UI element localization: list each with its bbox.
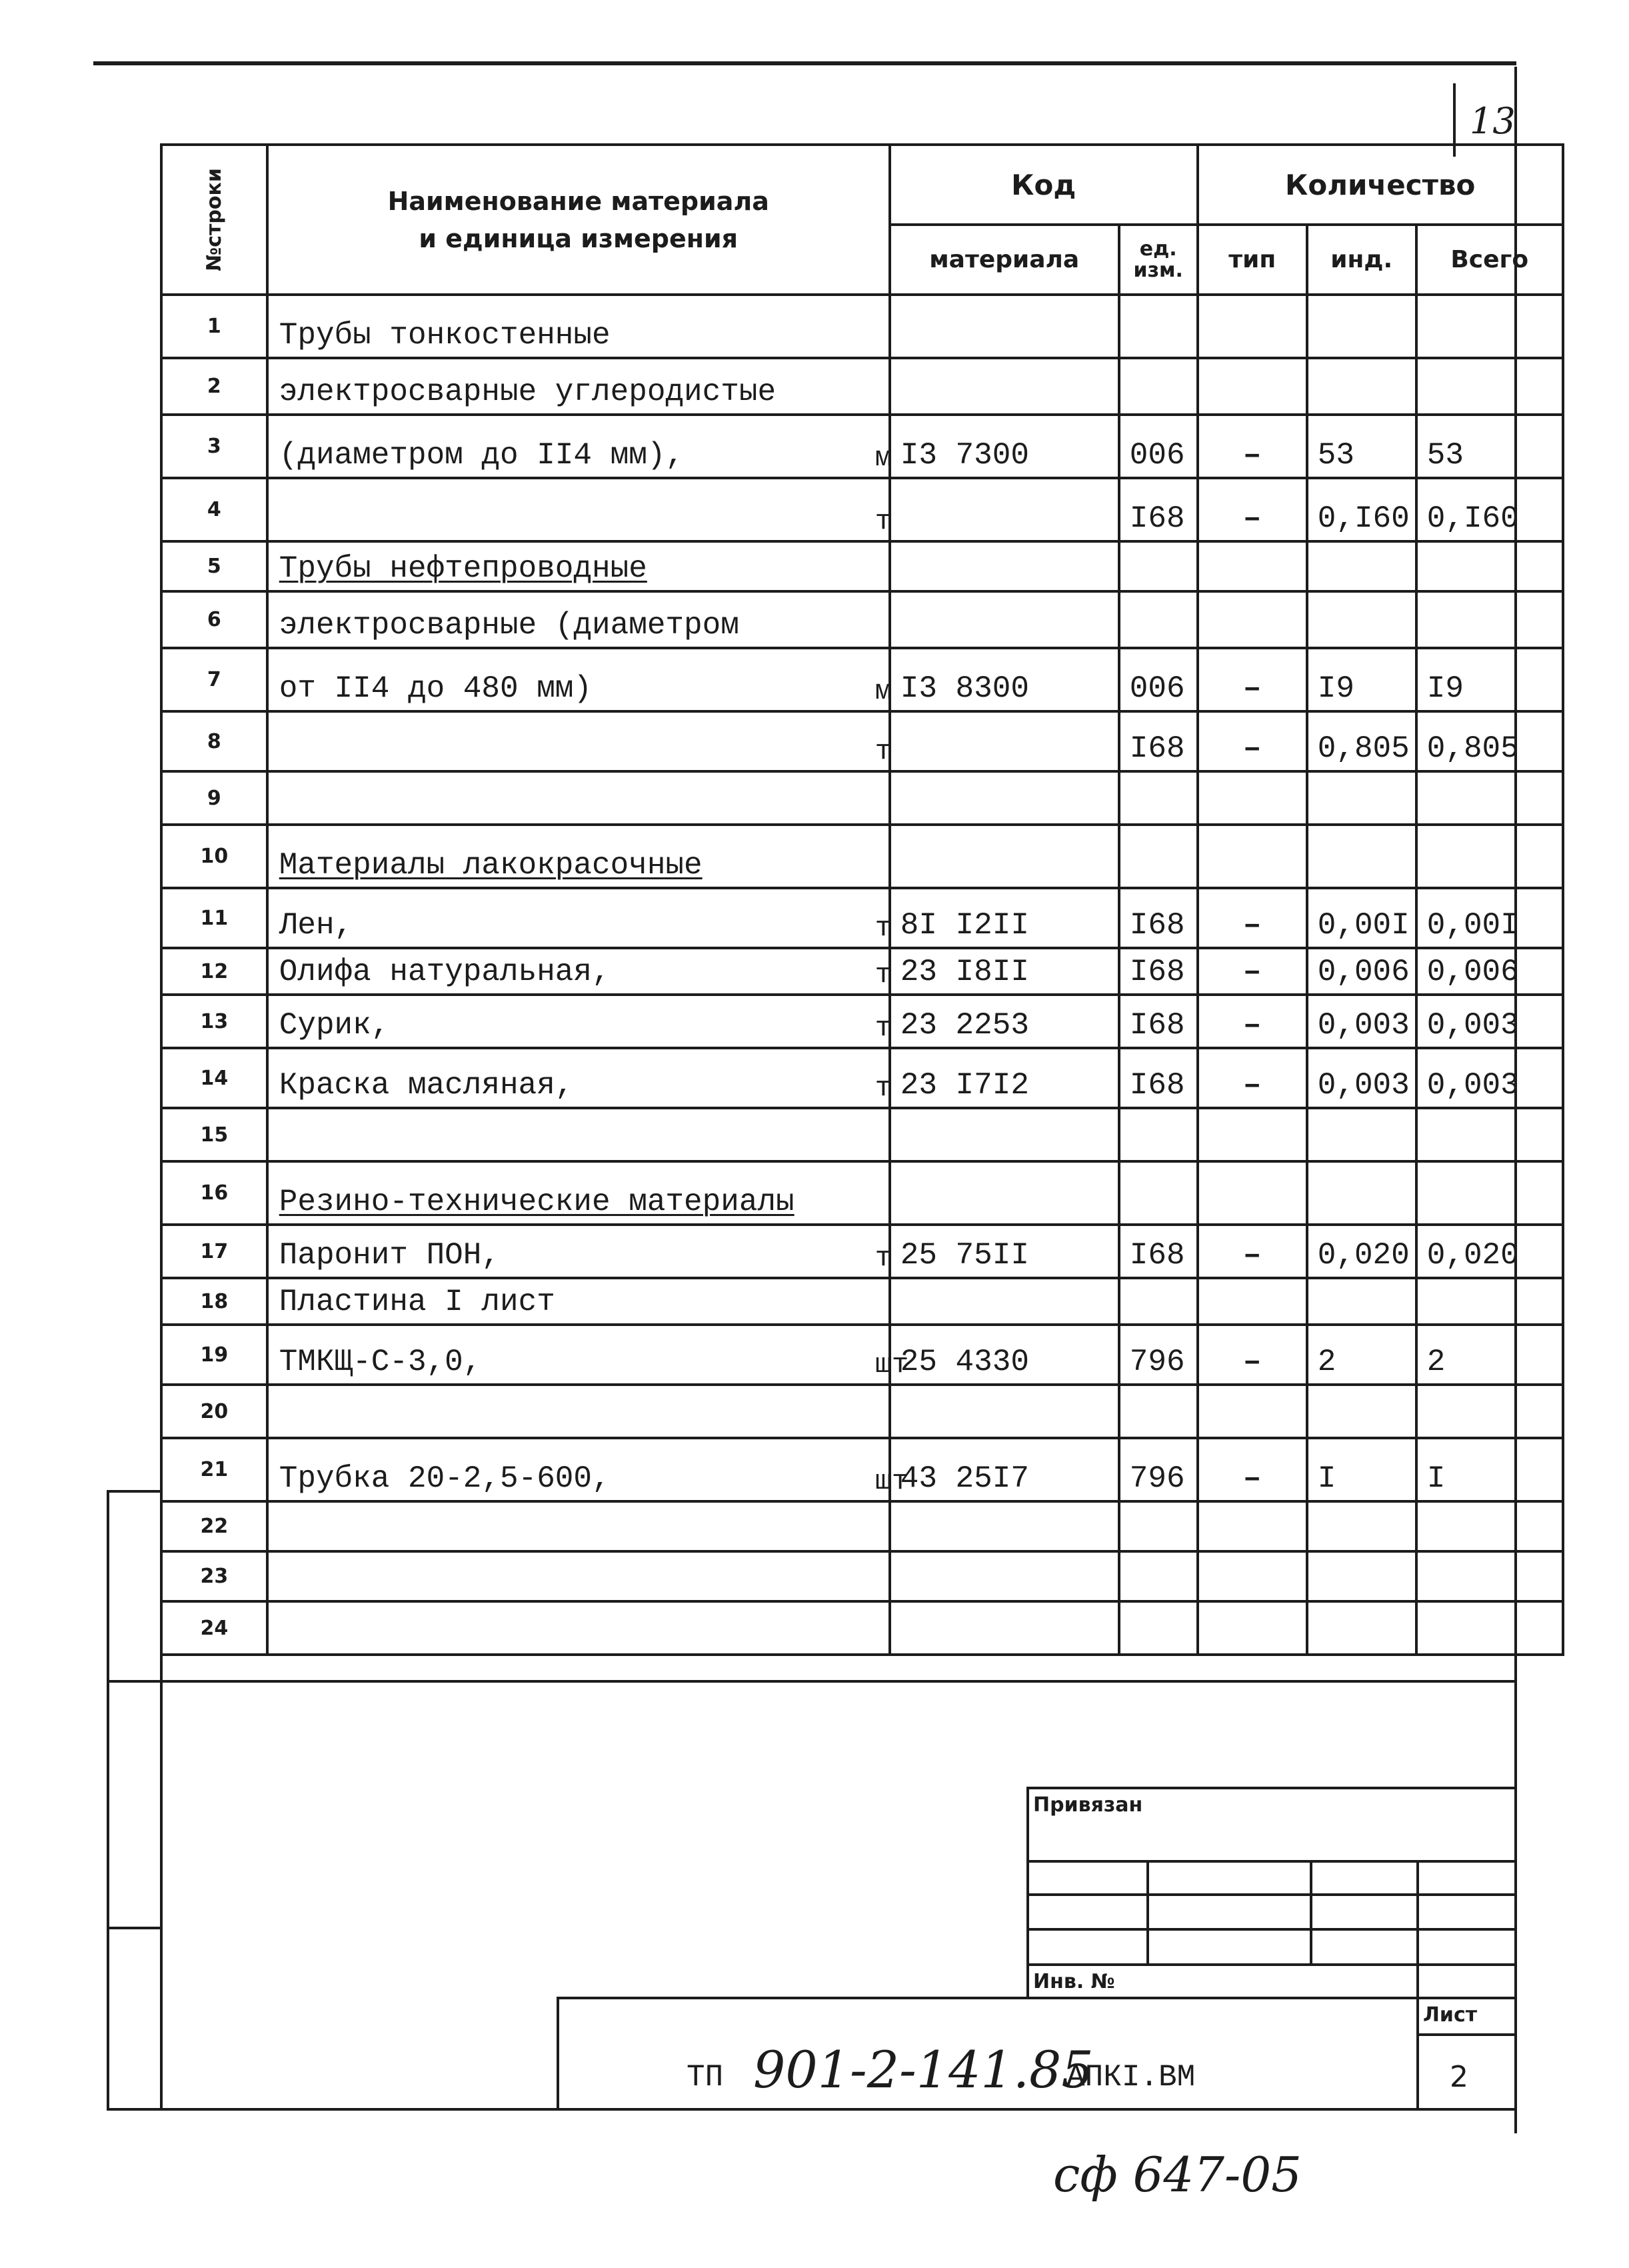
table-row [161,771,1563,825]
archive-number: сф 647-05 [1053,2147,1302,2203]
type-quantity [1198,358,1307,415]
title-block-top [557,1997,1516,1999]
stamp-vline-1 [1146,1860,1149,1963]
quantity-group-header: Количество [1198,145,1563,225]
title-block-bottom [107,2108,1516,2111]
table-row [161,1225,1563,1278]
unit-of-measure: т [874,1242,892,1274]
type-quantity [1198,1278,1307,1325]
row-number: 5 [161,541,267,591]
table-row [161,478,1563,541]
unit-code [1119,541,1198,591]
material-code: 23 2253 [890,995,1119,1048]
table-bottom-extension [160,1680,1516,1683]
unit-of-measure: т [874,735,892,767]
title-block-left [557,1997,559,2110]
material-name: Лен, [279,908,353,943]
material-name-cell [267,1225,890,1278]
material-code: 23 I8II [890,948,1119,995]
material-name: Краска масляная, [279,1068,574,1103]
material-name: электросварные (диаметром [279,608,739,643]
individual-quantity [1307,358,1416,415]
stamp-left [1026,1787,1029,1999]
material-name: Сурик, [279,1008,390,1043]
material-name: Олифа натуральная, [279,955,611,989]
material-code: 25 4330 [890,1325,1119,1385]
total-quantity: 0,805 [1416,711,1563,771]
table-row [161,825,1563,888]
material-code [890,1601,1119,1655]
type-quantity: – [1198,888,1307,948]
unit-code: 796 [1119,1325,1198,1385]
material-code-header: материала [890,225,1119,295]
unit-code [1119,1161,1198,1225]
material-code: I3 7300 [890,415,1119,478]
individual-quantity [1307,591,1416,648]
unit-code [1119,771,1198,825]
individual-quantity: 0,006 [1307,948,1416,995]
unit-of-measure: м [874,442,892,474]
material-name-cell [267,295,890,358]
total-quantity [1416,1108,1563,1161]
unit-code [1119,1501,1198,1551]
material-name-cell [267,1325,909,1385]
row-number: 9 [161,771,267,825]
code-group-header: Код [890,145,1198,225]
total-quantity [1416,1551,1563,1601]
type-quantity: – [1198,478,1307,541]
material-name-cell [267,771,890,825]
material-name: электросварные углеродистые [279,375,777,409]
material-name: Трубка 20-2,5-600, [279,1461,611,1496]
table-row [161,711,1563,771]
material-name: от II4 до 480 мм) [279,671,593,706]
unit-of-measure: шт [874,1465,909,1497]
individual-quantity: 0,805 [1307,711,1416,771]
table-row [161,295,1563,358]
row-number: 14 [161,1048,267,1108]
document-prefix: ТП [687,2060,724,2095]
material-code [890,825,1119,888]
total-quantity: I [1416,1438,1563,1501]
type-quantity: – [1198,1438,1307,1501]
table-row [161,1108,1563,1161]
sheet-number-value: 2 [1450,2060,1468,2094]
total-quantity [1416,771,1563,825]
row-number: 8 [161,711,267,771]
unit-code [1119,1601,1198,1655]
material-name-cell [267,478,890,541]
unit-code [1119,1385,1198,1438]
table-row [161,415,1563,478]
unit-code: 006 [1119,415,1198,478]
left-margin-mark-3 [107,1927,163,1929]
material-code [890,1278,1119,1325]
individual-quantity [1307,1161,1416,1225]
unit-of-measure: т [874,1012,892,1044]
individual-quantity [1307,771,1416,825]
table-row [161,1601,1563,1655]
material-name: Материалы лакокрасочные [279,848,703,883]
unit-code [1119,825,1198,888]
material-code [890,1161,1119,1225]
unit-code: I68 [1119,888,1198,948]
individual-quantity [1307,825,1416,888]
row-number: 20 [161,1385,267,1438]
type-quantity [1198,1108,1307,1161]
stamp-vline-2 [1310,1860,1312,1963]
type-quantity: – [1198,948,1307,995]
table-row [161,1438,1563,1501]
left-frame-line [107,1490,109,2110]
row-number: 24 [161,1601,267,1655]
material-name-cell [267,888,890,948]
row-number: 12 [161,948,267,995]
material-code [890,1551,1119,1601]
material-name: Трубы тонкостенные [279,318,611,353]
individual-quantity [1307,1108,1416,1161]
total-quantity: 0,020 [1416,1225,1563,1278]
unit-of-measure: т [874,959,892,991]
row-number: 23 [161,1551,267,1601]
table-row [161,1325,1563,1385]
material-name-cell [267,1601,890,1655]
type-quantity: – [1198,1048,1307,1108]
material-code: 43 25I7 [890,1438,1119,1501]
row-number: 11 [161,888,267,948]
type-quantity [1198,295,1307,358]
material-name-cell [267,1161,890,1225]
unit-of-measure: т [874,1072,892,1104]
material-name-cell [267,1551,890,1601]
row-number: 4 [161,478,267,541]
material-code: I3 8300 [890,648,1119,711]
material-name-cell [267,1438,909,1501]
material-code [890,1501,1119,1551]
row-number: 10 [161,825,267,888]
material-name: Трубы нефтепроводные [279,551,647,586]
unit-code [1119,1551,1198,1601]
table-header [161,145,1563,295]
material-name-cell [267,1278,890,1325]
type-quantity [1198,825,1307,888]
material-code [890,711,1119,771]
material-name-cell [267,1385,890,1438]
material-code [890,478,1119,541]
material-table [160,143,1564,1656]
material-code: 23 I7I2 [890,1048,1119,1108]
table-row [161,948,1563,995]
material-name-cell [267,995,890,1048]
table-body [161,295,1563,1655]
type-quantity [1198,541,1307,591]
unit-code [1119,358,1198,415]
material-name-cell [267,648,890,711]
individual-quantity [1307,541,1416,591]
stamp-vline-3 [1416,1860,1419,2110]
sheet-number: 13 [1470,100,1516,142]
material-name-cell [267,1108,890,1161]
row-number: 17 [161,1225,267,1278]
inner-left-frame [160,1653,163,2110]
row-number: 16 [161,1161,267,1225]
unit-code: I68 [1119,1225,1198,1278]
type-quantity [1198,771,1307,825]
material-name: Пластина I лист [279,1285,555,1319]
stamp-line-4 [1026,1963,1516,1966]
individual-quantity [1307,1278,1416,1325]
type-quantity [1198,591,1307,648]
unit-code-header: ед. изм. [1119,225,1198,295]
document-code: 901-2-141.85 [753,2040,1094,2099]
sheet-cell-line [1416,2033,1516,2036]
stamp-line-3 [1026,1928,1516,1931]
total-quantity [1416,1278,1563,1325]
individual-quantity: 0,00I [1307,888,1416,948]
material-name-cell [267,711,890,771]
total-quantity: 2 [1416,1325,1563,1385]
material-name: Паронит ПОН, [279,1238,500,1273]
table-row [161,1161,1563,1225]
unit-code [1119,295,1198,358]
total-quantity: 0,006 [1416,948,1563,995]
material-code [890,1108,1119,1161]
individual-quantity: 0,003 [1307,1048,1416,1108]
material-name: (диаметром до II4 мм), [279,438,685,473]
type-quantity: – [1198,711,1307,771]
individual-quantity [1307,295,1416,358]
material-name: Резино-технические материалы [279,1185,795,1219]
table-row [161,648,1563,711]
total-quantity [1416,1161,1563,1225]
inventory-number-label: Инв. № [1033,1970,1115,1993]
row-number-header: №строки [161,145,267,295]
row-number: 19 [161,1325,267,1385]
unit-of-measure: м [874,675,892,707]
table-row [161,541,1563,591]
unit-code: I68 [1119,995,1198,1048]
type-quantity: – [1198,1325,1307,1385]
individual-quantity: 53 [1307,415,1416,478]
material-name-cell [267,825,890,888]
individual-quantity: 0,020 [1307,1225,1416,1278]
type-quantity [1198,1501,1307,1551]
table-row [161,1048,1563,1108]
row-number: 18 [161,1278,267,1325]
unit-code: I68 [1119,1048,1198,1108]
type-quantity: – [1198,415,1307,478]
row-number: 22 [161,1501,267,1551]
total-quantity: 0,003 [1416,995,1563,1048]
row-number: 1 [161,295,267,358]
individual-quantity [1307,1601,1416,1655]
total-quantity [1416,541,1563,591]
material-code [890,771,1119,825]
total-header: Всего [1416,225,1563,295]
individual-quantity: 2 [1307,1325,1416,1385]
table-row [161,591,1563,648]
individual-quantity: 0,003 [1307,995,1416,1048]
individual-quantity [1307,1385,1416,1438]
row-number: 6 [161,591,267,648]
stamp-top [1026,1787,1516,1789]
material-name-cell [267,1048,890,1108]
stamp-line-2 [1026,1893,1516,1896]
total-quantity: 0,I60 [1416,478,1563,541]
total-quantity: 0,003 [1416,1048,1563,1108]
material-name-cell [267,541,890,591]
unit-code: I68 [1119,478,1198,541]
type-quantity [1198,1161,1307,1225]
unit-code: 006 [1119,648,1198,711]
material-name-cell [267,358,890,415]
left-margin-mark-1 [107,1490,163,1493]
type-quantity [1198,1601,1307,1655]
row-number: 7 [161,648,267,711]
type-quantity: – [1198,1225,1307,1278]
total-quantity [1416,358,1563,415]
unit-of-measure: т [874,505,892,537]
unit-code: I68 [1119,948,1198,995]
type-header: тип [1198,225,1307,295]
total-quantity [1416,1601,1563,1655]
material-name-cell [267,591,890,648]
row-number: 21 [161,1438,267,1501]
table-row [161,888,1563,948]
unit-of-measure: т [874,912,892,944]
top-rule [93,61,1516,65]
total-quantity [1416,1501,1563,1551]
unit-code [1119,591,1198,648]
table-row [161,1551,1563,1601]
total-quantity [1416,591,1563,648]
row-number: 3 [161,415,267,478]
type-quantity [1198,1385,1307,1438]
table-row [161,995,1563,1048]
stamp-line-1 [1026,1860,1516,1863]
table-row [161,1385,1563,1438]
individual-quantity: I [1307,1438,1416,1501]
material-name-cell [267,415,890,478]
material-code: 8I I2II [890,888,1119,948]
total-quantity [1416,825,1563,888]
table-row [161,1278,1563,1325]
individual-quantity [1307,1551,1416,1601]
unit-code [1119,1108,1198,1161]
material-code [890,591,1119,648]
material-name: ТМКЩ-С-3,0, [279,1345,482,1379]
individual-quantity [1307,1501,1416,1551]
individual-header: инд. [1307,225,1416,295]
table-row [161,1501,1563,1551]
material-code [890,541,1119,591]
total-quantity [1416,1385,1563,1438]
individual-quantity: I9 [1307,648,1416,711]
type-quantity: – [1198,995,1307,1048]
total-quantity: I9 [1416,648,1563,711]
material-code [890,1385,1119,1438]
name-header: Наименование материала и единица измерения [267,145,890,295]
unit-code: I68 [1119,711,1198,771]
material-code [890,295,1119,358]
total-quantity: 0,00I [1416,888,1563,948]
row-number: 13 [161,995,267,1048]
table-row [161,358,1563,415]
type-quantity: – [1198,648,1307,711]
row-number: 2 [161,358,267,415]
unit-code [1119,1278,1198,1325]
material-code: 25 75II [890,1225,1119,1278]
unit-of-measure: шт [874,1349,909,1381]
individual-quantity: 0,I60 [1307,478,1416,541]
total-quantity: 53 [1416,415,1563,478]
left-margin-mark-2 [107,1680,163,1683]
attached-label: Привязан [1033,1793,1143,1817]
row-number: 15 [161,1108,267,1161]
type-quantity [1198,1551,1307,1601]
material-code [890,358,1119,415]
sheet-label: Лист [1423,2003,1478,2027]
material-name-cell [267,1501,890,1551]
material-name-cell [267,948,890,995]
total-quantity [1416,295,1563,358]
document-mark: АПКI.ВМ [1066,2060,1196,2095]
unit-code: 796 [1119,1438,1198,1501]
